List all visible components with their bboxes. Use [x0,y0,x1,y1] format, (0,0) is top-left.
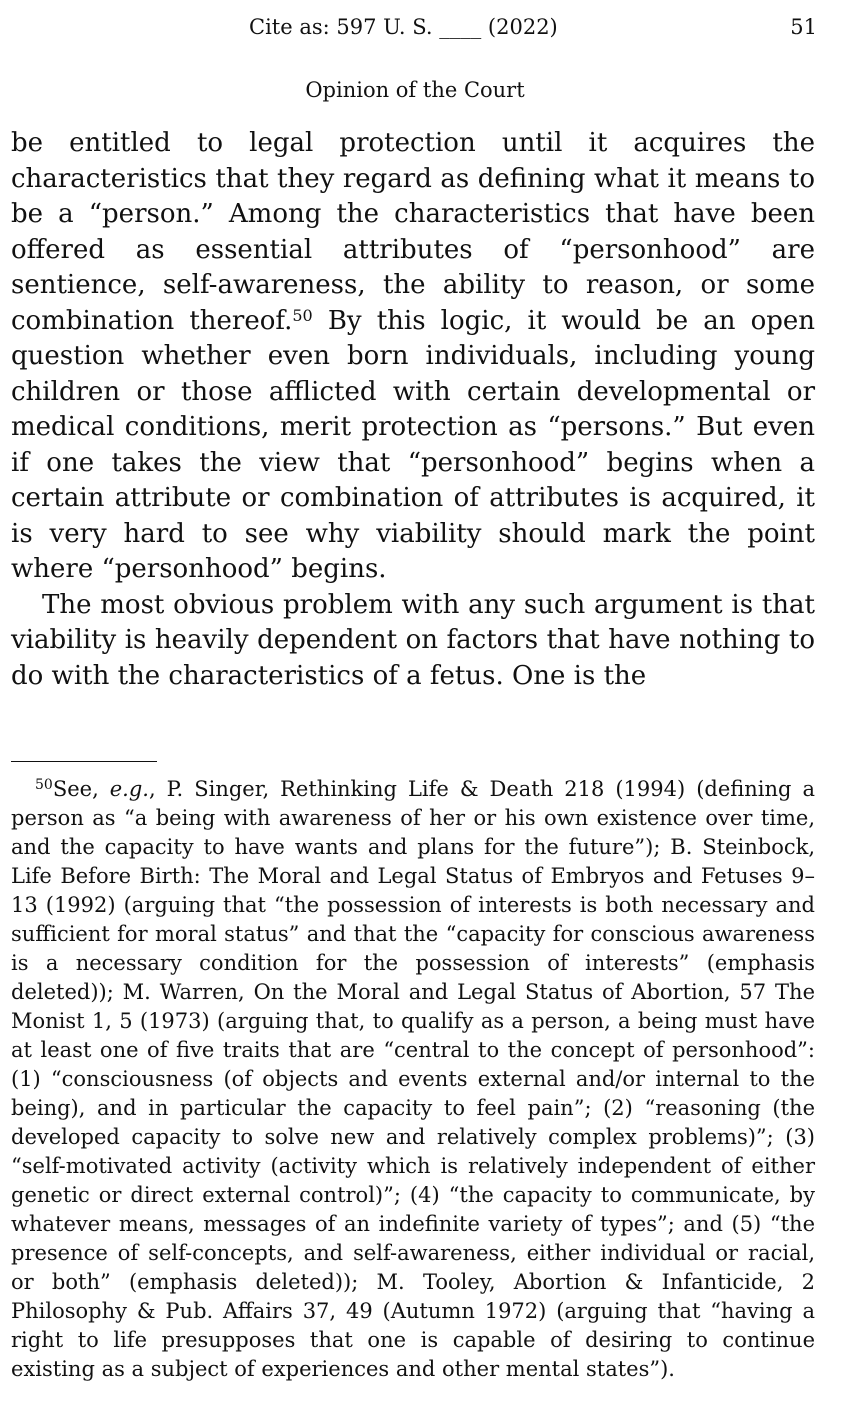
opinion-label: Opinion of the Court [305,78,525,102]
running-head [0,10,867,44]
footnote-italic-text: e.g. [109,777,149,801]
footnote-text-rest: , P. Singer, Rethinking Life & Death 218 (1994) (defining a person as “a being with awareness of her or his own existence over time, and the capacity to have wants and plans for the future”); B. Steinbock, Life Before Birth: The Moral and Legal Status of Embryos and Fetuses 9–13 (1992) (arguing that “the possession of interests is both necessary and sufficient for moral status” and that the “capacity for conscious awareness is a necessary condition for the possession of interests” (emphasis deleted)); M. Warren, On the Moral and Legal Status of Abortion, 57 The Monist 1, 5 (1973) (arguing that, to qualify as a person, a being must have at least one of five traits that are “central to the concept of personhood”: (1) “consciousness (of objects and events external and/or internal to the being), and in particular the capacity to feel pain”; (2) “reasoning (the developed capacity to solve new and relatively complex problems)”; (3) “self-motivated activity (activity which is relatively independent of either genetic or direct external control)”; (4) “the capacity to communicate, by whatever means, messages of an indefinite variety of types”; and (5) “the presence of self-concepts, and self-awareness, either individual or racial, or both” (emphasis deleted)); M. Tooley, Abortion & Infanticide, 2 Philosophy & Pub. Affairs 37, 49 (Autumn 1972) (arguing that “having a right to life presupposes that one is capable of desiring to continue existing as a subject of experiences and other mental states”). [11,777,815,1381]
page-number: 51 [790,15,817,39]
footnote-paragraph [11,775,815,1384]
footnote [11,775,815,1384]
footnote-number: 50 [35,777,53,793]
body-paragraph [11,126,815,588]
paragraph-text: The most obvious problem with any such argument is that viability is heavily dependent on factors that have nothing to do with the characteristics of a fetus. One is the [11,589,815,691]
paragraph-text: By this logic, it would be an open question whether even born individuals, including young children or those afflicted with certain developmental or medical conditions, merit protection as “persons.” But even if one takes the view that “personhood” begins when a certain attribute or combination of attributes is acquired, it is very hard to see why viability should mark the point where “personhood” begins. [11,305,815,584]
footnote-text-start: See, [52,777,110,801]
footnote-divider [11,761,157,762]
citation-line: Cite as: 597 U. S. ____ (2022) [249,15,558,39]
footnote-reference: 50 [292,305,313,325]
body-paragraph [11,588,815,695]
opinion-body [11,126,815,694]
paragraph-text: be entitled to legal protection until it acquires the characteristics that they regard as defining what it means to be a “person.” Among the characteristics that have been offered as essential attributes of “personhood” are sentience, self-awareness, the ability to reason, or some combination thereof. [11,128,815,336]
